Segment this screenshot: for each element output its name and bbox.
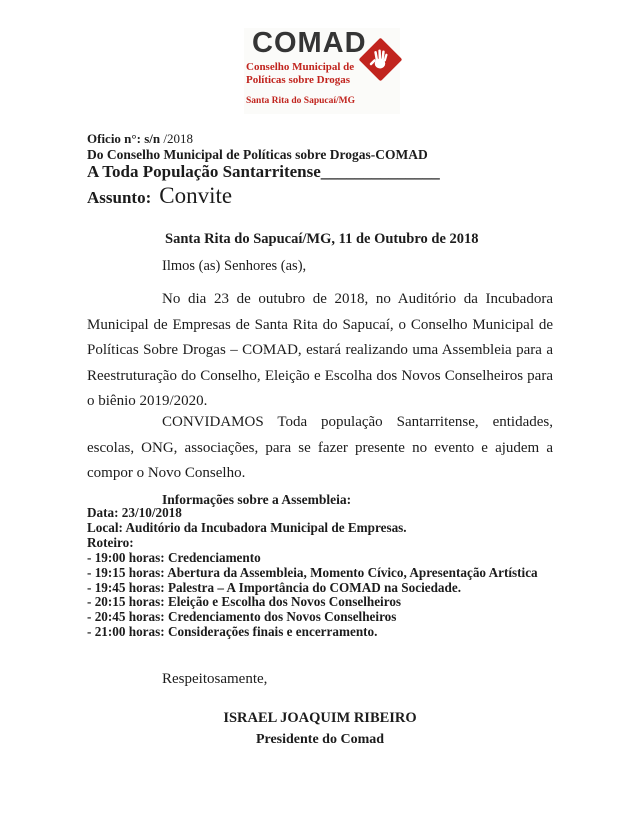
logo-subtitle-line2: Políticas sobre Drogas [246, 73, 351, 86]
schedule-item: - 20:45 horas: Credenciamento dos Novos Conselheiros [87, 609, 397, 625]
schedule-item: - 19:00 horas: Credenciamento [87, 549, 261, 565]
agenda-label: Roteiro: [87, 534, 134, 550]
schedule-item: - 19:15 horas: Abertura da Assembleia, Momento Cívico, Apresentação Artística [87, 564, 538, 580]
subject-line [87, 183, 232, 209]
schedule-item: - 20:15 horas: Eleição e Escolha dos Novos Conselheiros [87, 594, 402, 610]
oficio-number-bold: Oficio n°: s/n [87, 131, 161, 146]
body-paragraph-2: CONVIDAMOS Toda população Santarritense, entidades, escolas, ONG, associações, para se fazer presente no evento e ajudem a compor o Novo Conselho. [87, 414, 553, 481]
open-hand-icon [368, 47, 393, 72]
logo-location: Santa Rita do Sapucaí/MG [246, 96, 356, 106]
assembly-location: Local: Auditório da Incubadora Municipal de Empresas. [87, 519, 407, 535]
subject-value: Convite [159, 183, 233, 208]
body-paragraph-1: No dia 23 de outubro de 2018, no Auditório da Incubadora Municipal de Empresas de Santa Rita do Sapucaí, o Conselho Municipal de Políticas Sobre Drogas – COMAD, estará realizando uma Assembleia para a Reestruturação do Conselho, Eleição e Escolha dos Novos Conselheiros para o biênio 2019/2020. [87, 291, 553, 409]
subject-label: Assunto: [87, 188, 152, 207]
logo-subtitle-line1: Conselho Municipal de [246, 61, 355, 73]
info-heading: Informações sobre a Assembleia: [162, 492, 352, 507]
sender-line: Do Conselho Municipal de Políticas sobre Drogas-COMAD [87, 147, 428, 162]
comad-logo [244, 28, 400, 114]
recipient-line: A Toda População Santarritense______________ [87, 162, 440, 181]
schedule-item: - 19:45 horas: Palestra – A Importância do COMAD na Sociedade. [87, 579, 461, 595]
oficio-number-year: /2018 [160, 131, 193, 146]
date-line: Santa Rita do Sapucaí/MG, 11 de Outubro de 2018 [165, 231, 479, 247]
schedule-item: - 21:00 horas: Considerações finais e encerramento. [87, 624, 378, 640]
oficio-number-line [87, 131, 193, 147]
signer-title: Presidente do Comad [255, 732, 385, 747]
valediction: Respeitosamente, [162, 671, 268, 687]
signer-name: ISRAEL JOAQUIM RIBEIRO [223, 710, 417, 726]
assembly-date: Data: 23/10/2018 [87, 505, 182, 520]
logo-wordmark: COMAD [252, 27, 367, 59]
salutation: Ilmos (as) Senhores (as), [162, 258, 307, 274]
assembly-details [87, 506, 567, 640]
